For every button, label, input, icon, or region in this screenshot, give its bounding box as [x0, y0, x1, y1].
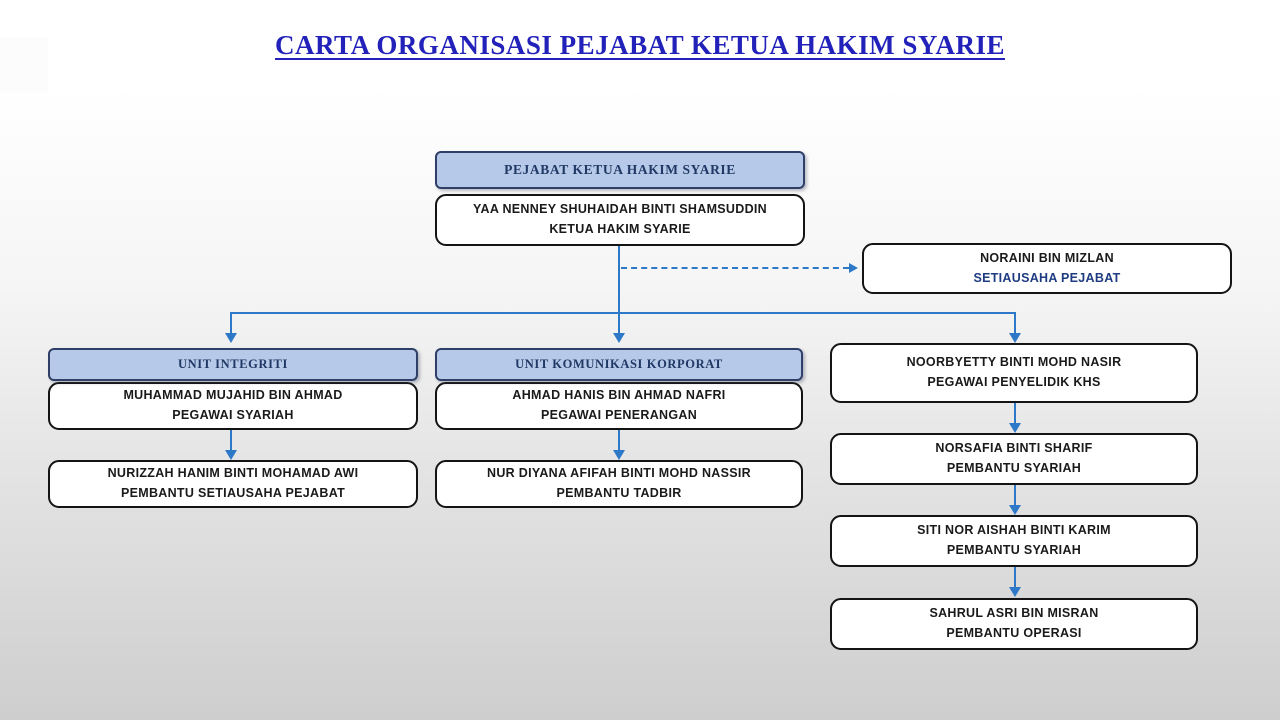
connector-col2 [618, 430, 620, 451]
arrowhead-branch-left [225, 333, 237, 343]
connector-col3-3 [1014, 567, 1016, 588]
arrowhead-col3-1 [1009, 423, 1021, 433]
connector-branch-middle [618, 312, 620, 334]
person-role: PEGAWAI PENYELIDIK KHS [927, 375, 1101, 389]
arrowhead-col3-3 [1009, 587, 1021, 597]
col1-member-box [48, 460, 418, 508]
connector-branch-right [1014, 312, 1016, 334]
connector-branch-left [230, 312, 232, 334]
connector-root-vertical [618, 246, 620, 313]
person-role: PEMBANTU SYARIAH [946, 461, 1082, 475]
root-unit-header: PEJABAT KETUA HAKIM SYARIE [435, 151, 805, 189]
connector-horizontal-bus [230, 312, 1016, 314]
col3-member-box [830, 515, 1198, 567]
person-role: PEGAWAI SYARIAH [172, 408, 294, 422]
arrowhead-branch-right [1009, 333, 1021, 343]
col3-member-box [830, 598, 1198, 650]
person-name: NUR DIYANA AFIFAH BINTI MOHD NASSIR [487, 466, 751, 481]
arrowhead-col1 [225, 450, 237, 460]
person-role: PEMBANTU SETIAUSAHA PEJABAT [120, 486, 346, 500]
person-name: NOORBYETTY BINTI MOHD NASIR [906, 355, 1122, 370]
connector-secretary-dashed [621, 267, 849, 269]
arrowhead-secretary [849, 263, 858, 273]
person-name: AHMAD HANIS BIN AHMAD NAFRI [512, 388, 726, 403]
connector-col3-1 [1014, 403, 1016, 424]
root-person-box [435, 194, 805, 246]
person-role: PEMBANTU OPERASI [946, 626, 1082, 640]
person-name: SAHRUL ASRI BIN MISRAN [929, 606, 1099, 621]
col2-member-box [435, 460, 803, 508]
person-role: PEGAWAI PENERANGAN [540, 408, 698, 422]
person-role: SETIAUSAHA PEJABAT [973, 270, 1121, 285]
person-name: SITI NOR AISHAH BINTI KARIM [917, 523, 1111, 538]
person-name: YAA NENNEY SHUHAIDAH BINTI SHAMSUDDIN [473, 202, 767, 217]
col1-member-box [48, 382, 418, 430]
person-name: NORAINI BIN MIZLAN [980, 250, 1114, 265]
person-role: PEMBANTU SYARIAH [946, 543, 1082, 557]
page-title: CARTA ORGANISASI PEJABAT KETUA HAKIM SYARIE [275, 30, 1005, 60]
person-name: NURIZZAH HANIM BINTI MOHAMAD AWI [107, 466, 359, 481]
secretary-box [862, 243, 1232, 294]
person-role: PEMBANTU TADBIR [556, 486, 682, 500]
person-name: MUHAMMAD MUJAHID BIN AHMAD [123, 388, 343, 403]
arrowhead-col2 [613, 450, 625, 460]
col3-member-box [830, 343, 1198, 403]
col2-member-box [435, 382, 803, 430]
person-name: NORSAFIA BINTI SHARIF [935, 441, 1093, 456]
col1-unit-header: UNIT INTEGRITI [48, 348, 418, 381]
col2-unit-header: UNIT KOMUNIKASI KORPORAT [435, 348, 803, 381]
col3-member-box [830, 433, 1198, 485]
connector-col3-2 [1014, 485, 1016, 506]
arrowhead-branch-middle [613, 333, 625, 343]
arrowhead-col3-2 [1009, 505, 1021, 515]
connector-col1 [230, 430, 232, 451]
person-role: KETUA HAKIM SYARIE [549, 222, 691, 236]
